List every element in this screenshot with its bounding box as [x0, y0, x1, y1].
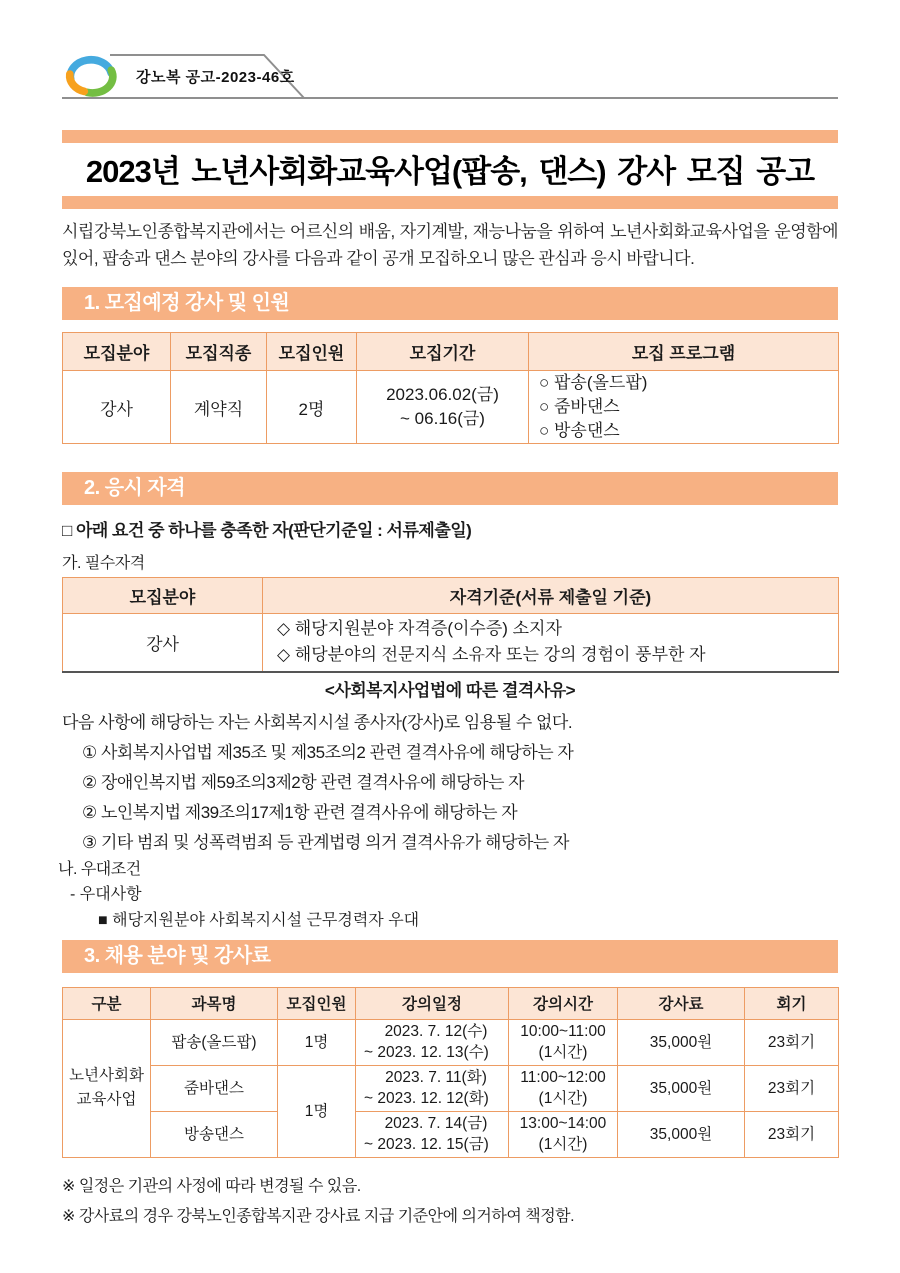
- page-title: 2023년 노년사회화교육사업(팝송, 댄스) 강사 모집 공고: [85, 154, 815, 189]
- document-header: [62, 52, 838, 100]
- disqualification-title: <사회복지사업법에 따른 결격사유>: [324, 680, 576, 700]
- group-line: 노년사회화: [69, 1067, 144, 1084]
- disqualification-item: ② 노인복지법 제39조의17제1항 관련 결격사유에 해당하는 자: [82, 802, 518, 822]
- cell-schedule: [356, 1019, 509, 1065]
- col-header: 모집분야: [63, 333, 171, 371]
- time-line: 13:00~14:00: [519, 1115, 607, 1132]
- table-header-row: [63, 333, 839, 371]
- cell-count: 1명: [278, 1065, 356, 1157]
- cell-fee: 35,000원: [618, 1065, 745, 1111]
- cell-job-type: 계약직: [171, 371, 267, 444]
- cell-count: 2명: [267, 371, 357, 444]
- section2-heading: 2. 응시 자격: [62, 472, 838, 505]
- col-header: 모집인원: [278, 987, 356, 1019]
- cell-fee: 35,000원: [618, 1111, 745, 1157]
- cell-schedule: [356, 1111, 509, 1157]
- col-header: 강의일정: [356, 987, 509, 1019]
- cell-sessions: 23회기: [745, 1065, 839, 1111]
- cell-subject: 팝송(올드팝): [151, 1019, 278, 1065]
- table-header-row: [63, 987, 839, 1019]
- program-item: ○ 방송댄스: [539, 421, 620, 440]
- table-row: [63, 1111, 839, 1157]
- cell-field: 강사: [63, 371, 171, 444]
- program-item: ○ 줌바댄스: [539, 397, 620, 416]
- footnotes: [62, 1172, 838, 1232]
- sub-label-b: 나. 우대조건: [58, 860, 141, 878]
- recruitment-table: [62, 332, 839, 444]
- qualification-table: [62, 577, 839, 673]
- cell-fee: 35,000원: [618, 1019, 745, 1065]
- period-line1: 2023.06.02(금): [386, 385, 499, 404]
- table-row: [63, 1019, 839, 1065]
- period-line2: ~ 06.16(금): [400, 409, 485, 428]
- col-header: 강사료: [618, 987, 745, 1019]
- time-line: (1시간): [538, 1136, 588, 1153]
- section3-heading: 3. 채용 분야 및 강사료: [62, 940, 838, 973]
- col-header: 구분: [63, 987, 151, 1019]
- time-line: (1시간): [538, 1044, 588, 1061]
- table-row: [63, 371, 839, 444]
- table-header-row: [63, 578, 839, 614]
- schedule-line: ~ 2023. 12. 15(금): [364, 1136, 489, 1153]
- cell-count: 1명: [278, 1019, 356, 1065]
- eligibility-note: □ 아래 요건 중 하나를 충족한 자(판단기준일 : 서류제출일): [62, 521, 472, 540]
- col-header: 회기: [745, 987, 839, 1019]
- schedule-line: 2023. 7. 12(수): [384, 1023, 488, 1040]
- criteria-line: ◇ 해당지원분야 자격증(이수증) 소지자: [277, 619, 562, 639]
- cell-time: [509, 1019, 618, 1065]
- title-bar-top: [62, 130, 838, 143]
- col-header: 모집 프로그램: [529, 333, 839, 371]
- organization-logo-icon: [62, 50, 120, 102]
- preference-label: - 우대사항: [70, 885, 142, 903]
- cell-time: [509, 1065, 618, 1111]
- disqualification-item: ② 장애인복지법 제59조의3제2항 관련 결격사유에 해당하는 자: [82, 772, 525, 792]
- cell-group: [63, 1019, 151, 1157]
- footnote: ※ 일정은 기관의 사정에 따라 변경될 수 있음.: [62, 1177, 361, 1195]
- title-bar-bottom: [62, 196, 838, 209]
- schedule-line: 2023. 7. 14(금): [384, 1115, 488, 1132]
- time-line: (1시간): [538, 1090, 588, 1107]
- program-item: ○ 팝송(올드팝): [539, 373, 648, 392]
- cell-field: 강사: [63, 614, 263, 672]
- schedule-line: 2023. 7. 11(화): [385, 1069, 487, 1086]
- cell-schedule: [356, 1065, 509, 1111]
- table-row: [63, 614, 839, 672]
- doc-number: 강노복 공고-2023-46호: [136, 69, 295, 86]
- cell-subject: 방송댄스: [151, 1111, 278, 1157]
- cell-programs: [529, 371, 839, 444]
- cell-sessions: 23회기: [745, 1111, 839, 1157]
- col-header: 모집직종: [171, 333, 267, 371]
- disqualification-intro: 다음 사항에 해당하는 자는 사회복지시설 종사자(강사)로 임용될 수 없다.: [62, 712, 573, 732]
- document-content: [58, 0, 838, 1232]
- time-line: 11:00~12:00: [520, 1069, 606, 1086]
- time-line: 10:00~11:00: [520, 1023, 606, 1040]
- col-header: 과목명: [151, 987, 278, 1019]
- col-header: 모집인원: [267, 333, 357, 371]
- schedule-line: ~ 2023. 12. 12(화): [364, 1090, 489, 1107]
- disqualification-item: ③ 기타 범죄 및 성폭력범죄 등 관계법령 의거 결격사유가 해당하는 자: [82, 832, 569, 852]
- footnote: ※ 강사료의 경우 강북노인종합복지관 강사료 지급 기준안에 의거하여 책정함.: [62, 1207, 575, 1225]
- cell-period: [357, 371, 529, 444]
- section1-heading: 1. 모집예정 강사 및 인원: [62, 287, 838, 320]
- col-header: 자격기준(서류 제출일 기준): [263, 578, 839, 614]
- cell-time: [509, 1111, 618, 1157]
- preference-item: ■ 해당지원분야 사회복지시설 근무경력자 우대: [98, 911, 420, 929]
- intro-paragraph: 시립강북노인종합복지관에서는 어르신의 배움, 자기계발, 재능나눔을 위하여 노년사회화교육사업을 운영함에 있어, 팝송과 댄스 분야의 강사를 다음과 같이 공개 모집하오니 많은 관심과 응시 바랍니다.: [62, 222, 838, 268]
- table-row: [63, 1065, 839, 1111]
- col-header: 강의시간: [509, 987, 618, 1019]
- col-header: 모집분야: [63, 578, 263, 614]
- col-header: 모집기간: [357, 333, 529, 371]
- sub-label-a: 가. 필수자격: [62, 555, 145, 572]
- cell-subject: 줌바댄스: [151, 1065, 278, 1111]
- criteria-line: ◇ 해당분야의 전문지식 소유자 또는 강의 경험이 풍부한 자: [277, 645, 706, 665]
- disqualification-item: ① 사회복지사업법 제35조 및 제35조의2 관련 결격사유에 해당하는 자: [82, 742, 574, 762]
- schedule-line: ~ 2023. 12. 13(수): [364, 1044, 489, 1061]
- fee-table: [62, 987, 839, 1158]
- cell-criteria: [263, 614, 839, 672]
- group-line: 교육사업: [76, 1091, 137, 1108]
- cell-sessions: 23회기: [745, 1019, 839, 1065]
